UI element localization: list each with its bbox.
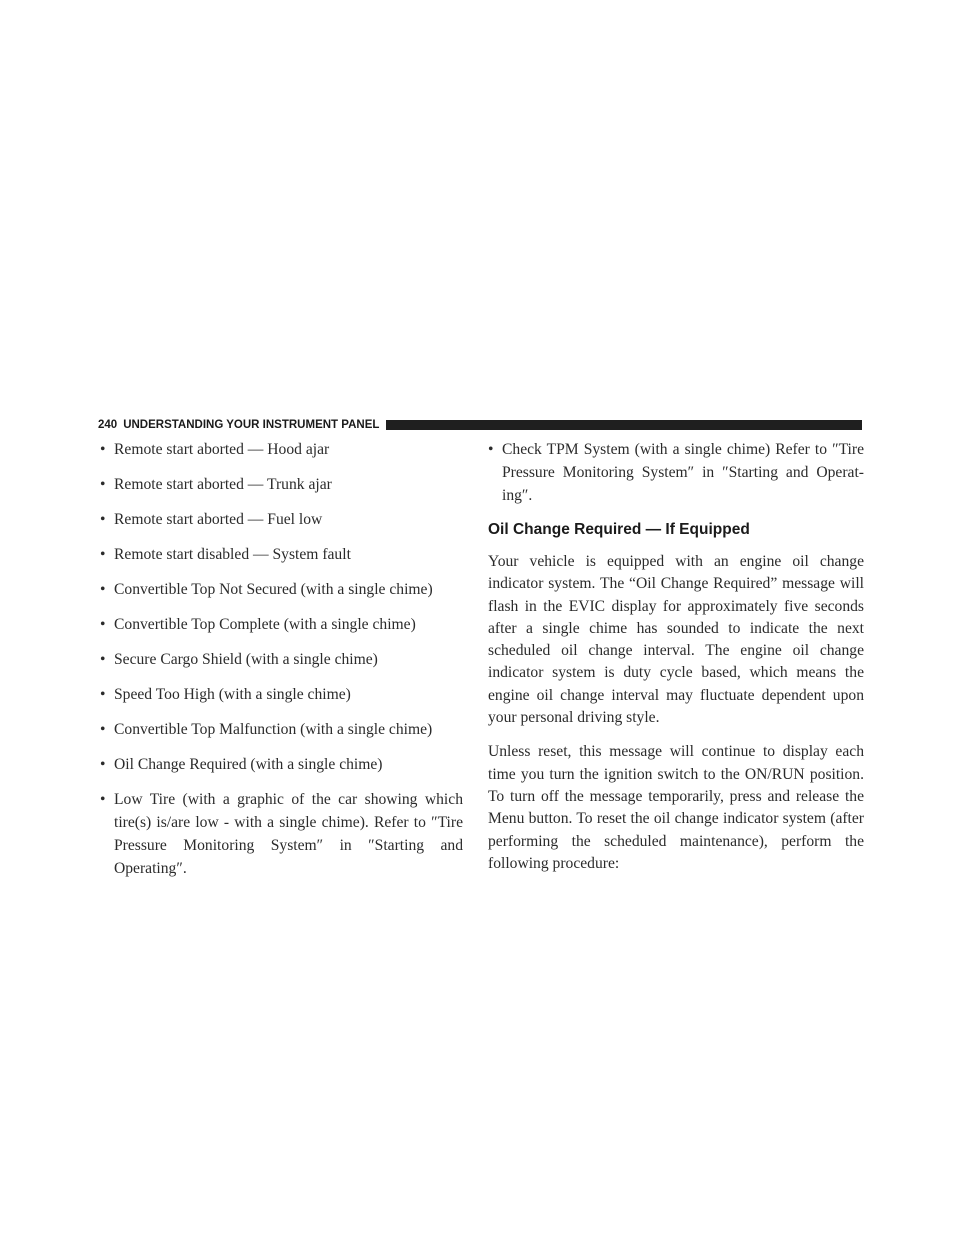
page-number: 240 [98,419,118,431]
list-item: • Remote start aborted — Trunk ajar [100,473,463,496]
list-item: • Low Tire (with a graphic of the car showing which tire(s) is/are low - with a single chime). Refer to ″Tire Pressure Monitoring System″ in ″Starting and Operating″. [100,788,463,880]
bullet-icon: • [100,511,106,528]
body-paragraph: Your vehicle is equipped with an engine oil change indicator system. The “Oil Change Required” message will flash in the EVIC display for approximately five seconds after a single chime has sounded to indicate the next scheduled oil change interval. The engine oil change indicator system is duty cycle based, which means the engine oil change interval may fluctuate dependent upon your personal driving style. [488,553,864,727]
section-title: UNDERSTANDING YOUR INSTRUMENT PANEL [123,419,380,431]
bullet-icon: • [488,441,494,458]
list-item: • Remote start aborted — Hood ajar [100,438,463,461]
section-heading: Oil Change Required — If Equipped [488,521,750,538]
right-column [488,438,864,887]
list-item: • Speed Too High (with a single chime) [100,683,463,706]
body-paragraph: Unless reset, this message will continue to display each time you turn the ignition switch to the ON/RUN position. To turn off the message temporarily, press and release the Menu button. To reset the oil change indicator system (after performing the scheduled maintenance), perform the following procedure: [488,743,864,872]
bullet-icon: • [100,756,106,773]
message-list [100,438,463,880]
left-column [100,438,463,892]
bullet-icon: • [100,686,106,703]
list-item: • Oil Change Required (with a single chime) [100,753,463,776]
list-item: • Convertible Top Complete (with a single chime) [100,613,463,636]
bullet-icon: • [100,616,106,633]
bullet-icon: • [100,651,106,668]
list-item: • Check TPM System (with a single chime) Refer to ″Tire Pressure Monitoring System″ in ″Starting and Operat-ing″. [488,438,864,507]
bullet-icon: • [100,581,106,598]
list-item: • Remote start aborted — Fuel low [100,508,463,531]
message-list [488,438,864,507]
list-item: • Convertible Top Malfunction (with a single chime) [100,718,463,741]
list-item: • Convertible Top Not Secured (with a single chime) [100,578,463,601]
bullet-icon: • [100,441,106,458]
list-item: • Remote start disabled — System fault [100,543,463,566]
header-rule [386,420,862,430]
bullet-icon: • [100,476,106,493]
page-header [98,418,862,432]
bullet-icon: • [100,791,106,808]
bullet-icon: • [100,721,106,738]
bullet-icon: • [100,546,106,563]
list-item: • Secure Cargo Shield (with a single chime) [100,648,463,671]
